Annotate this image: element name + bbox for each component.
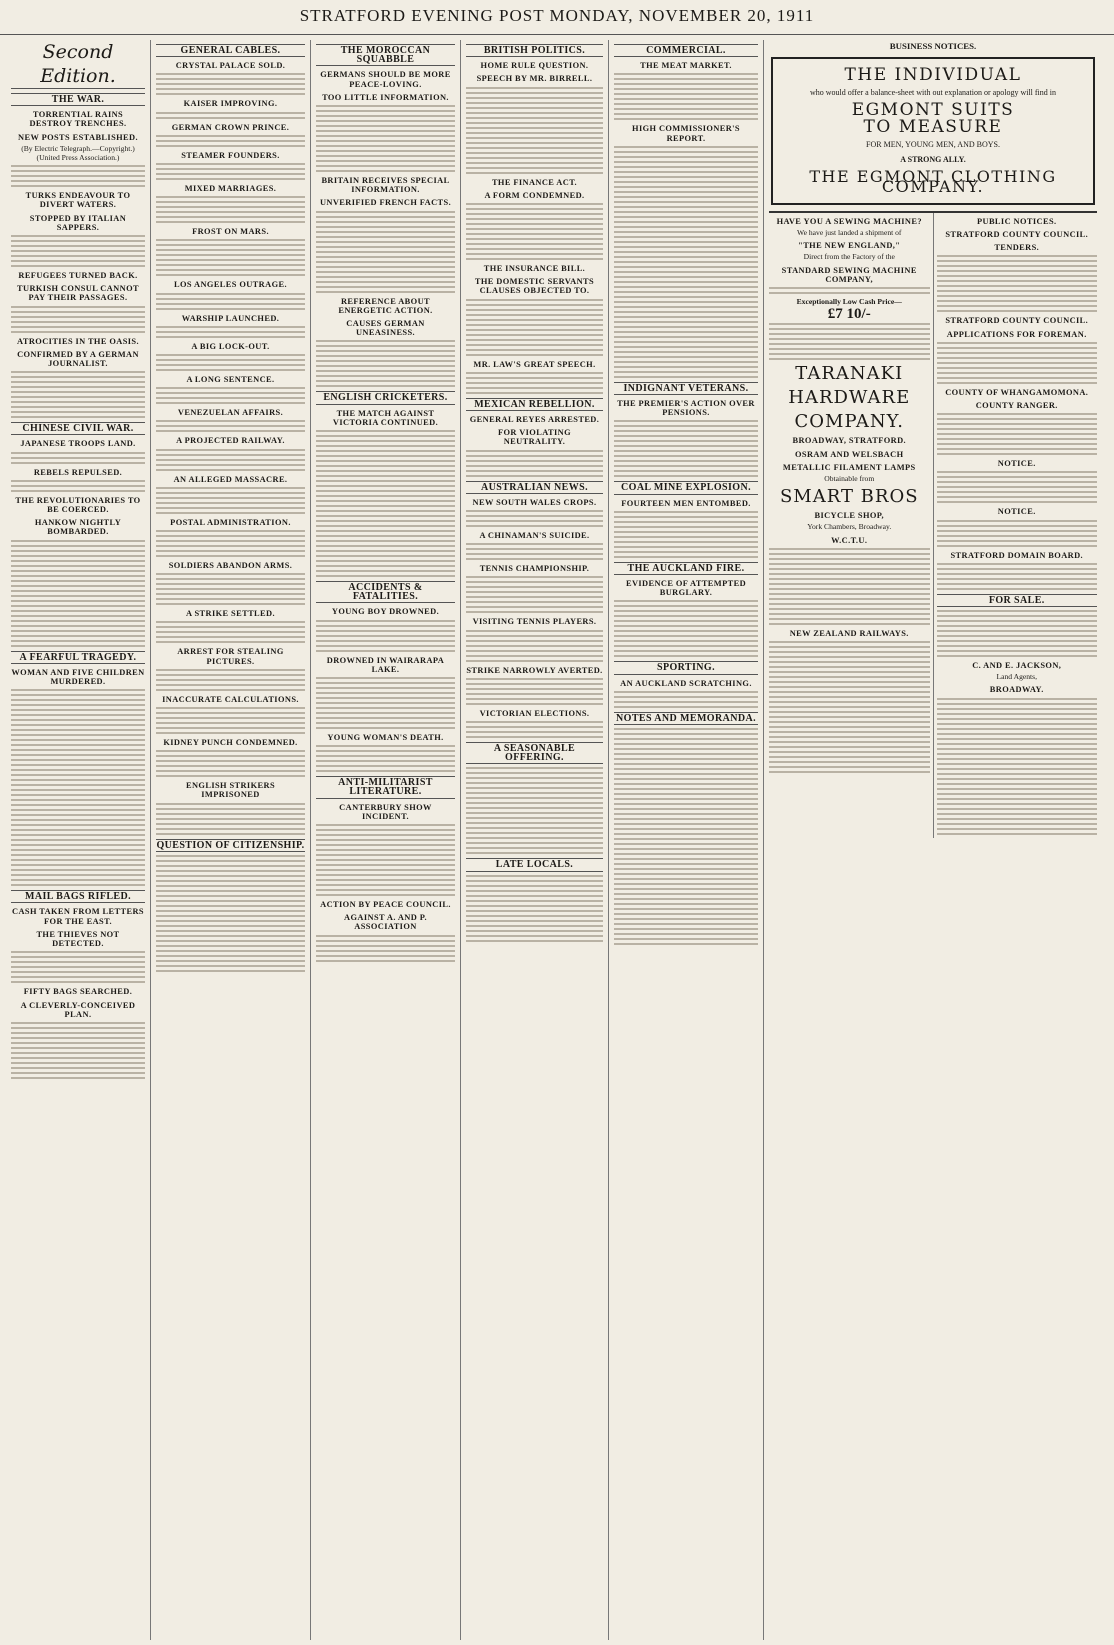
- article-body: [156, 530, 305, 557]
- article-body: [466, 630, 603, 662]
- article-body: [466, 87, 603, 174]
- article-body: [466, 510, 603, 527]
- article-body: [156, 112, 305, 119]
- headline: EVIDENCE OF ATTEMPTED BURGLARY.: [625, 579, 747, 598]
- headline: A PROJECTED RAILWAY.: [176, 436, 285, 446]
- article-body: [466, 543, 603, 560]
- headline: ARREST FOR STEALING PICTURES.: [177, 647, 284, 666]
- article-body: [614, 600, 758, 657]
- headline: POSTAL ADMINISTRATION.: [170, 517, 291, 527]
- headline: YOUNG WOMAN'S DEATH.: [327, 733, 444, 743]
- article-body: [316, 935, 455, 962]
- headline: REFERENCE ABOUT ENERGETIC ACTION.: [338, 296, 433, 315]
- article-body: [937, 255, 1098, 312]
- article-body: [156, 707, 305, 734]
- section-heading: ENGLISH CRICKETERS.: [316, 391, 455, 404]
- ad-price: £7 10/-: [827, 306, 871, 323]
- article-body: [156, 420, 305, 432]
- article-body: [466, 372, 603, 394]
- headline: STRATFORD COUNTY COUNCIL.: [945, 316, 1089, 326]
- ad-text: Obtainable from: [824, 474, 875, 484]
- article-body: [466, 678, 603, 705]
- article-body: [156, 621, 305, 643]
- ad-headline: THE EGMONT CLOTHING COMPANY.: [809, 167, 1057, 196]
- business-notices-title: BUSINESS NOTICES.: [889, 41, 977, 51]
- ad-text: BICYCLE SHOP,: [814, 511, 885, 521]
- article-body: [769, 641, 930, 773]
- article-body: [316, 677, 455, 729]
- headline: FOURTEEN MEN ENTOMBED.: [621, 498, 751, 508]
- article-body: [11, 951, 145, 983]
- ad-text: A STRONG ALLY.: [900, 155, 966, 165]
- article-body: [11, 235, 145, 267]
- article-body: [156, 135, 305, 147]
- ad-text: FOR MEN, YOUNG MEN, AND BOYS.: [866, 140, 1000, 150]
- byline: (By Electric Telegraph.—Copyright.) (United Press Association.): [21, 143, 135, 163]
- article-body: [11, 306, 145, 333]
- headline: TORRENTIAL RAINS DESTROY TRENCHES.: [29, 110, 127, 129]
- column-business-notices: [764, 40, 1102, 1640]
- headline: WARSHIP LAUNCHED.: [181, 313, 280, 323]
- headline: KIDNEY PUNCH CONDEMNED.: [163, 738, 298, 748]
- headline: STRATFORD DOMAIN BOARD.: [950, 550, 1084, 560]
- headline: TURKISH CONSUL CANNOT PAY THEIR PASSAGES.: [17, 284, 139, 303]
- section-heading: FOR SALE.: [937, 594, 1098, 607]
- article-body: [614, 728, 758, 945]
- ad-headline: THE INDIVIDUAL: [844, 65, 1022, 86]
- article-body: [156, 73, 305, 95]
- headline: DROWNED IN WAIRARAPA LAKE.: [326, 655, 445, 674]
- section-heading: AUSTRALIAN NEWS.: [466, 481, 603, 494]
- article-body: [614, 73, 758, 120]
- ad-product: "THE NEW ENGLAND,": [798, 241, 901, 251]
- headline: FROST ON MARS.: [192, 227, 269, 237]
- article-body: [156, 573, 305, 605]
- article-body: [316, 745, 455, 772]
- headline: NOTICE.: [997, 459, 1036, 469]
- article-body: [156, 293, 305, 310]
- headline: WOMAN AND FIVE CHILDREN MURDERED.: [11, 667, 145, 687]
- headline: STEAMER FOUNDERS.: [181, 150, 280, 160]
- headline: GERMANS SHOULD BE MORE PEACE-LOVING.: [320, 70, 451, 89]
- ads-column: [769, 213, 934, 838]
- article-body: [156, 803, 305, 835]
- headline: HIGH COMMISSIONER'S REPORT.: [632, 124, 740, 143]
- headline: MIXED MARRIAGES.: [184, 184, 277, 194]
- ad-text: We have just landed a shipment of: [797, 228, 902, 238]
- headline: THE REVOLUTIONARIES TO BE COERCED.: [15, 495, 141, 515]
- headline: THE INSURANCE BILL.: [483, 264, 586, 274]
- section-heading: LATE LOCALS.: [466, 858, 603, 871]
- ad-text: who would offer a balance-sheet with out explanation or apology will find in: [809, 88, 1056, 98]
- section-heading: SPORTING.: [614, 661, 758, 674]
- article-body: [156, 387, 305, 404]
- headline: NEW ZEALAND RAILWAYS.: [789, 628, 909, 638]
- headline: THE PREMIER'S ACTION OVER PENSIONS.: [617, 399, 755, 418]
- headline: CANTERBURY SHOW INCIDENT.: [339, 802, 432, 821]
- ad-headline: HARDWARE: [788, 387, 911, 409]
- article-body: [156, 487, 305, 514]
- section-heading: PUBLIC NOTICES.: [976, 216, 1057, 226]
- notices-split: [769, 211, 1097, 838]
- article-body: [769, 287, 930, 294]
- article-body: [156, 196, 305, 223]
- column-british-politics: [461, 40, 609, 1640]
- section-heading: CHINESE CIVIL WAR.: [11, 422, 145, 435]
- headline: APPLICATIONS FOR FOREMAN.: [946, 329, 1087, 339]
- headline: REFUGEES TURNED BACK.: [18, 271, 138, 281]
- headline: ATROCITIES IN THE OASIS.: [17, 336, 139, 346]
- section-heading: MAIL BAGS RIFLED.: [11, 890, 145, 903]
- article-body: [937, 563, 1098, 590]
- article-body: [937, 520, 1098, 547]
- headline: KAISER IMPROVING.: [183, 99, 278, 109]
- article-body: [11, 689, 145, 886]
- article-body: [937, 471, 1098, 503]
- headline: THE FINANCE ACT.: [491, 177, 578, 187]
- article-body: [316, 340, 455, 387]
- article-body: [937, 413, 1098, 455]
- headline: VENEZUELAN AFFAIRS.: [177, 408, 284, 418]
- ad-company: STANDARD SEWING MACHINE COMPANY,: [781, 265, 917, 284]
- headline: AN ALLEGED MASSACRE.: [173, 474, 288, 484]
- headline: TURKS ENDEAVOUR TO DIVERT WATERS.: [25, 191, 131, 210]
- headline: A LONG SENTENCE.: [186, 375, 275, 385]
- headline: NEW POSTS ESTABLISHED.: [18, 132, 138, 142]
- section-heading: BRITISH POLITICS.: [466, 44, 603, 57]
- article-body: [156, 669, 305, 691]
- headline: YOUNG BOY DROWNED.: [331, 607, 440, 617]
- headline: SOLDIERS ABANDON ARMS.: [168, 561, 293, 571]
- headline: INACCURATE CALCULATIONS.: [162, 694, 299, 704]
- headline: HAVE YOU A SEWING MACHINE?: [776, 216, 922, 226]
- headline: THE MATCH AGAINST VICTORIA CONTINUED.: [332, 408, 439, 427]
- article-body: [466, 299, 603, 356]
- section-heading: GENERAL CABLES.: [156, 44, 305, 57]
- article-body: [466, 450, 603, 477]
- section-heading: A FEARFUL TRAGEDY.: [11, 651, 145, 664]
- section-heading: THE MOROCCAN SQUABBLE: [316, 44, 455, 66]
- ad-headline: TO MEASURE: [863, 116, 1003, 137]
- article-body: [316, 824, 455, 896]
- headline: BRITAIN RECEIVES SPECIAL INFORMATION.: [321, 176, 450, 195]
- article-body: [156, 163, 305, 180]
- article-body: [769, 323, 930, 360]
- article-body: [11, 540, 145, 647]
- article-body: [156, 326, 305, 338]
- headline: ACTION BY PEACE COUNCIL.: [320, 900, 451, 910]
- article-body: [614, 691, 758, 708]
- headline: NEW SOUTH WALES CROPS.: [472, 497, 597, 507]
- headline: A STRIKE SETTLED.: [186, 609, 275, 619]
- column-moroccan: [311, 40, 461, 1640]
- article-body: [937, 698, 1098, 835]
- column-general-cables: [151, 40, 311, 1640]
- section-heading: THE AUCKLAND FIRE.: [614, 562, 758, 575]
- headline: TENNIS CHAMPIONSHIP.: [479, 564, 590, 574]
- headline: CAUSES GERMAN UNEASINESS.: [346, 319, 425, 338]
- headline: VISITING TENNIS PLAYERS.: [472, 617, 597, 627]
- article-body: [466, 203, 603, 260]
- ad-address: BROADWAY, STRATFORD.: [792, 436, 907, 446]
- article-body: [937, 610, 1098, 657]
- headline: GERMAN CROWN PRINCE.: [171, 122, 290, 132]
- section-heading: MEXICAN REBELLION.: [466, 398, 603, 411]
- headline: COUNTY RANGER.: [975, 401, 1058, 411]
- article-body: [11, 371, 145, 418]
- article-body: [614, 420, 758, 477]
- headline: REBELS REPULSED.: [33, 467, 123, 477]
- article-body: [316, 211, 455, 293]
- headline: FIFTY BAGS SEARCHED.: [23, 987, 133, 997]
- article-body: [156, 750, 305, 777]
- section-heading: COAL MINE EXPLOSION.: [614, 481, 758, 494]
- headline: A CLEVERLY-CONCEIVED PLAN.: [20, 1000, 136, 1019]
- headline: STOPPED BY ITALIAN SAPPERS.: [29, 213, 127, 232]
- headline: ENGLISH STRIKERS IMPRISONED: [185, 781, 276, 800]
- section-heading: ANTI-MILITARIST LITERATURE.: [316, 776, 455, 798]
- headline: A CHINAMAN'S SUICIDE.: [479, 531, 590, 541]
- article-body: [156, 239, 305, 276]
- headline: A BIG LOCK-OUT.: [191, 341, 270, 351]
- article-body: [614, 146, 758, 378]
- ad-address: York Chambers, Broadway.: [807, 522, 892, 532]
- ad-address: BROADWAY.: [989, 685, 1044, 695]
- headline: SPEECH BY MR. BIRRELL.: [476, 74, 593, 84]
- article-body: [466, 875, 603, 942]
- article-body: [156, 354, 305, 371]
- headline: GENERAL REYES ARRESTED.: [469, 415, 600, 425]
- section-heading: A SEASONABLE OFFERING.: [466, 742, 603, 764]
- section-heading: ACCIDENTS & FATALITIES.: [316, 581, 455, 603]
- article-body: [156, 449, 305, 471]
- section-heading: THE WAR.: [11, 93, 145, 106]
- article-body: [769, 548, 930, 625]
- headline: CONFIRMED BY A GERMAN JOURNALIST.: [17, 349, 139, 369]
- headline: COUNTY OF WHANGAMOMONA.: [945, 387, 1089, 397]
- headline: JAPANESE TROOPS LAND.: [20, 439, 136, 449]
- headline: W.C.T.U.: [831, 535, 868, 545]
- article-body: [466, 576, 603, 613]
- headline: STRIKE NARROWLY AVERTED.: [466, 665, 603, 675]
- section-heading: COMMERCIAL.: [614, 44, 758, 57]
- headline: THE MEAT MARKET.: [640, 61, 732, 71]
- column-commercial: [609, 40, 764, 1640]
- ad-text: Direct from the Factory of the: [803, 252, 895, 262]
- article-body: [614, 511, 758, 558]
- headline: TENDERS.: [994, 243, 1040, 253]
- ad-headline: SMART BROS: [779, 486, 919, 508]
- article-body: [11, 165, 145, 187]
- ad-text: Exceptionally Low Cash Price—: [796, 297, 902, 307]
- headline: NOTICE.: [997, 507, 1036, 517]
- headline: FOR VIOLATING NEUTRALITY.: [497, 428, 572, 447]
- article-body: [466, 767, 603, 854]
- headline: LOS ANGELES OUTRAGE.: [174, 280, 287, 290]
- article-body: [11, 480, 145, 492]
- columns: [6, 40, 1108, 1640]
- article-body: [11, 452, 145, 464]
- ad-headline: TARANAKI: [795, 363, 904, 385]
- public-notices-column: [934, 213, 1098, 838]
- headline: UNVERIFIED FRENCH FACTS.: [319, 198, 452, 208]
- headline: STRATFORD COUNTY COUNCIL.: [945, 230, 1089, 240]
- section-heading: INDIGNANT VETERANS.: [614, 382, 758, 395]
- headline: AGAINST A. AND P. ASSOCIATION: [344, 913, 427, 932]
- headline: TOO LITTLE INFORMATION.: [322, 92, 449, 102]
- article-body: [316, 430, 455, 577]
- section-heading: QUESTION OF CITIZENSHIP.: [156, 839, 305, 851]
- article-body: [316, 620, 455, 652]
- ad-headline: EGMONT SUITS: [851, 99, 1015, 120]
- headline: MR. LAW'S GREAT SPEECH.: [473, 359, 596, 369]
- headline: THE DOMESTIC SERVANTS CLAUSES OBJECTED TO.: [474, 277, 595, 296]
- headline: VICTORIAN ELECTIONS.: [479, 708, 590, 718]
- headline: C. AND E. JACKSON,: [972, 661, 1062, 671]
- headline: AN AUCKLAND SCRATCHING.: [620, 678, 752, 688]
- article-body: [466, 721, 603, 738]
- headline: HOME RULE QUESTION.: [480, 61, 589, 71]
- article-body: [156, 855, 305, 972]
- article-body: [937, 342, 1098, 384]
- ad-headline: COMPANY.: [794, 411, 904, 433]
- column-war: [6, 40, 151, 1640]
- headline: THE THIEVES NOT DETECTED.: [36, 929, 120, 949]
- masthead: STRATFORD EVENING POST MONDAY, NOVEMBER 20, 1911: [0, 6, 1114, 35]
- headline: HANKOW NIGHTLY BOMBARDED.: [34, 518, 122, 537]
- headline: CASH TAKEN FROM LETTERS FOR THE EAST.: [12, 907, 144, 926]
- ad-headline: OSRAM AND WELSBACH: [795, 449, 904, 459]
- section-heading: NOTES AND MEMORANDA.: [614, 712, 758, 725]
- ad-text: METALLIC FILAMENT LAMPS: [782, 462, 916, 472]
- article-body: [11, 1022, 145, 1079]
- article-body: [316, 105, 455, 172]
- ad-text: Land Agents,: [996, 672, 1037, 682]
- egmont-clothing-ad: [771, 57, 1095, 205]
- headline: A FORM CONDEMNED.: [484, 190, 585, 200]
- headline: CRYSTAL PALACE SOLD.: [175, 61, 286, 71]
- edition-title: Second Edition.: [11, 40, 145, 89]
